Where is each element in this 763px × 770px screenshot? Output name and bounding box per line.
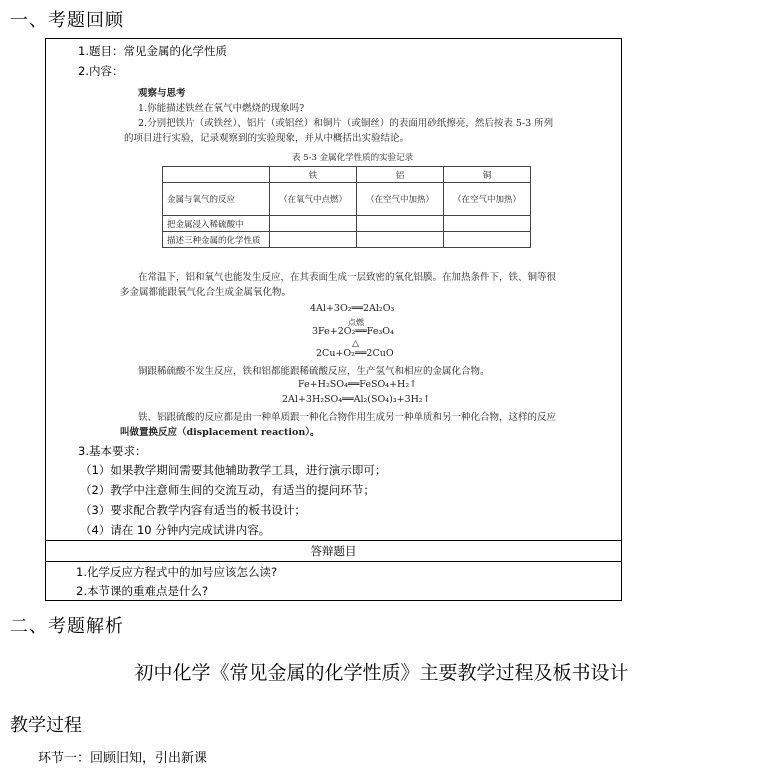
equation-1: 4Al+3O₂══2Al₂O₃ [310,303,395,314]
table-header-copper: 铜 [444,167,531,183]
book-q2b: 的项目进行实验，记录观察到的实验现象，并从中概括出实验结论。 [124,133,410,144]
equation-3: 2Cu+O₂══2CuO [316,348,394,359]
experiment-table [162,166,531,248]
process-heading: 教学过程 [10,715,82,736]
table-header-blank [163,167,270,183]
table-header-iron: 铁 [270,167,357,183]
content-label: 2.内容： [78,64,124,78]
table-caption: 表 5-3 金属化学性质的实验记录 [292,153,414,163]
requirement-item: （1）如果教学期间需要其他辅助教学工具，进行演示即可； [80,463,387,477]
table-cell [357,216,444,232]
step-1: 环节一：回顾旧知，引出新课 [38,751,208,766]
topic-line: 1.题目：常见金属的化学性质 [78,44,227,58]
table-cell [270,216,357,232]
requirements-label: 3.基本要求： [78,444,147,458]
defense-question-1: 1.化学反应方程式中的加号应该怎么读? [76,565,278,579]
book-para1a: 在常温下，铝和氧气也能发生反应，在其表面生成一层致密的氧化铝膜。在加热条件下，铁、铜等很 [138,272,557,283]
table-cell: 把金属浸入稀硫酸中 [163,216,270,232]
table-cell [270,232,357,248]
table-cell: 金属与氧气的反应 [163,183,270,216]
book-q1: 1.你能描述铁丝在氧气中燃烧的现象吗? [138,103,305,114]
table-cell [357,232,444,248]
defense-question-2: 2.本节课的重难点是什么? [76,584,209,598]
table-cell: （在氧气中点燃） [270,183,357,216]
section-heading-analysis: 二、考题解析 [10,616,124,637]
exam-question-box [45,38,622,601]
table-cell: （在空气中加热） [444,183,531,216]
book-q2a: 2.分别把铁片（或铁丝）、铝片（或铝丝）和铜片（或铜丝）的表面用砂纸擦亮，然后按表 5-3 所列 [138,118,554,129]
requirement-item: （2）教学中注意师生间的交流互动，有适当的提问环节； [80,483,375,497]
table-cell: （在空气中加热） [357,183,444,216]
defense-title: 答辩题目 [310,544,357,558]
book-para3a: 铁、铝跟硫酸的反应都是由一种单质跟一种化合物作用生成另一种单质和另一种化合物，这样的反应 [138,412,557,423]
book-heading: 观察与思考 [138,88,186,99]
equation-2-condition: 点燃 [348,318,364,327]
document-title: 初中化学《常见金属的化学性质》主要教学过程及板书设计 [134,662,629,684]
table-header-aluminum: 铝 [357,167,444,183]
section-heading-review: 一、考题回顾 [10,10,124,31]
divider [46,540,621,541]
table-cell: 描述三种金属的化学性质 [163,232,270,248]
divider [46,561,621,562]
requirement-item: （3）要求配合教学内容有适当的板书设计； [80,503,306,517]
equation-3-condition: △ [352,339,359,349]
book-para3b: 叫做置换反应（displacement reaction）。 [120,427,320,438]
book-para1b: 多金属都能跟氧气化合生成金属氧化物。 [120,287,292,298]
table-cell [444,232,531,248]
book-para2: 铜跟稀硫酸不发生反应，铁和铝都能跟稀硫酸反应，生产氢气和相应的金属化合物。 [138,366,490,377]
equation-4: Fe+H₂SO₄══FeSO₄+H₂↑ [298,379,418,390]
equation-2: 3Fe+2O₂══Fe₃O₄ [312,326,394,337]
table-cell [444,216,531,232]
requirement-item: （4）请在 10 分钟内完成试讲内容。 [80,523,271,537]
equation-5: 2Al+3H₂SO₄══Al₂(SO₄)₃+3H₂↑ [282,394,431,405]
